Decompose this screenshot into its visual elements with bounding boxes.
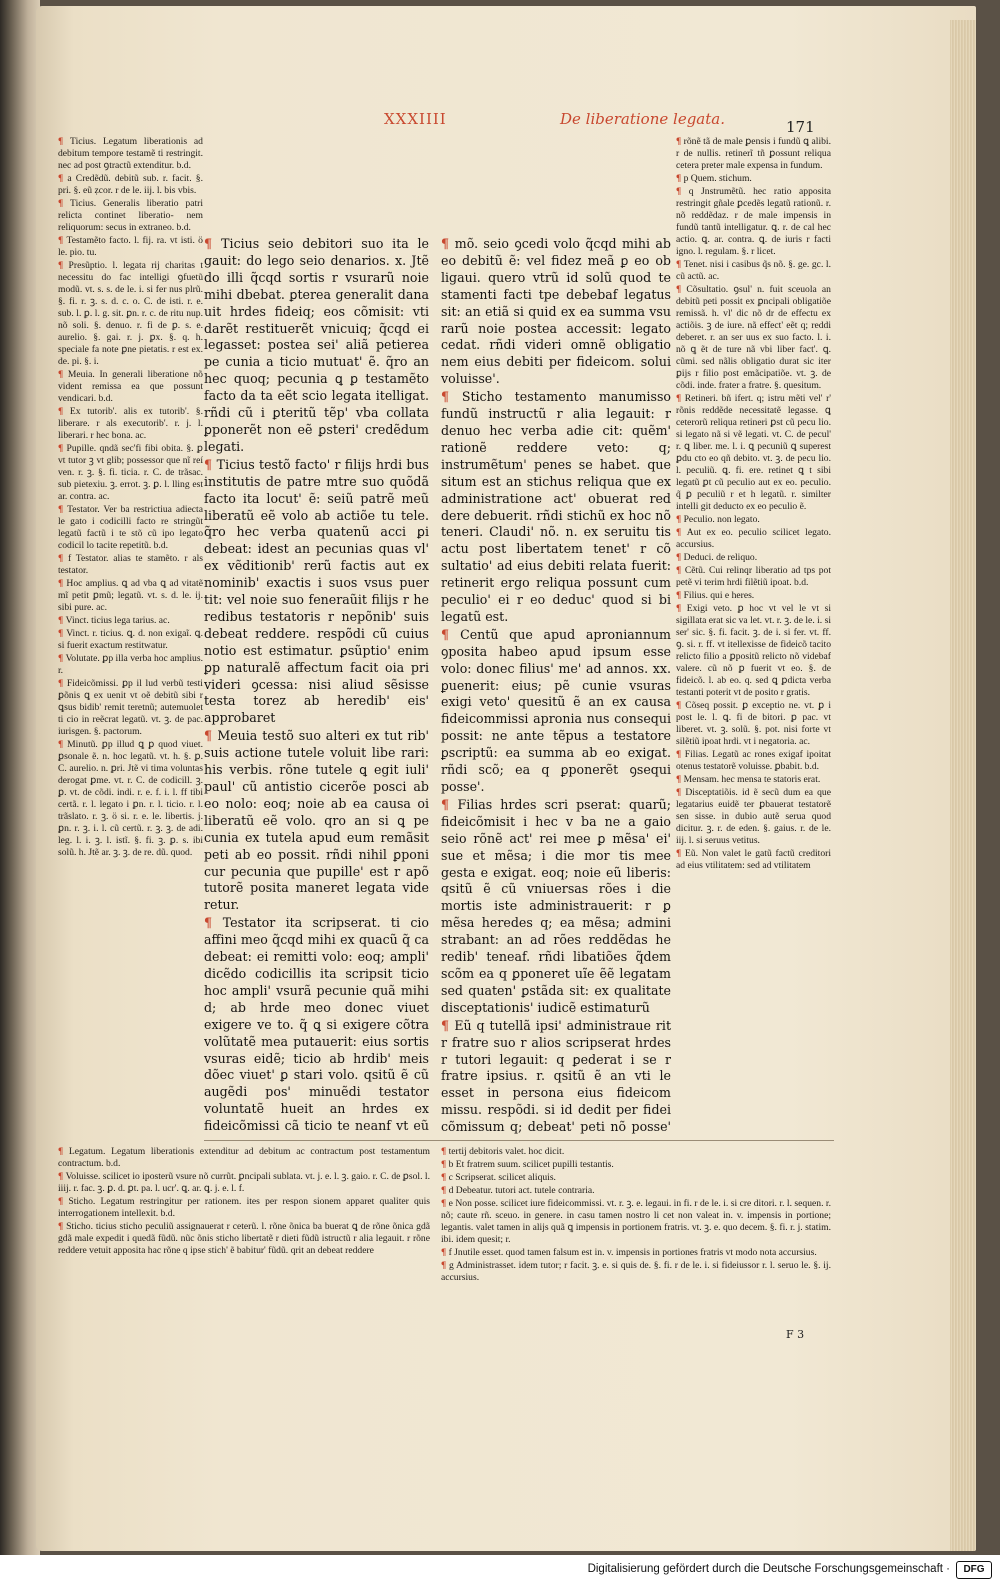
gloss-paragraph bbox=[58, 578, 203, 614]
gloss-paragraph-text: Ticius. Legatum liberationis ad debitum tempore testamẽ ti restringit. nec ad post ꝯtractũ extenditur. b.d. bbox=[58, 136, 203, 171]
gloss-paragraph-text: a Credẽdũ. debitũ sub. r. facit. §. pri. §. eũ ẓcor. r de le. iij. l. bis vbis. bbox=[58, 173, 203, 196]
bottom-gloss-paragraph bbox=[441, 1260, 831, 1284]
gloss-paragraph-text: f Testator. alias te stamẽto. r als testator. bbox=[58, 553, 203, 576]
gloss-paragraph bbox=[58, 260, 203, 368]
bottom-gloss-paragraph-text: e Non posse. scilicet iure fideicommissi. vt. r. ꝫ. e. legaui. in fi. r de le. i. si cre ditori. r. l. sequen. r. nõ; caute rñ. sceuo. in genere. in casu tamen nostro li cet non valeat in. v. impensis in portione; legantis. valet tamen in alijs quã ꝗ impensis in portionem fratris. vt. ꝫ. e. quo decem. §. fi. r. j. statim. ibi. idem quesit; r. bbox=[441, 1198, 831, 1245]
bottom-gloss-paragraph bbox=[441, 1198, 831, 1246]
paragraph-mark-icon: ¶ bbox=[204, 456, 217, 472]
gloss-paragraph-text: Exigi veto. ꝑ hoc vt vel le vt si sigillata erat sic va let. vt. r. ꝫ. de le. i. si ser' sic. §. fi. facit. ꝫ. de i. si fer. vt. ff. ꝯ. si. r. ff. vt itellexisse de fideicõ tacito relicto filio a ꝑpositũ relicto nõ videbaf valere. cũ nõ ꝑ fuerit vt eo. §. de fideicõ. l. ab eo. q. sed ꝗ ꝑdicta verba testanti poterit vt de posito r gratis. bbox=[676, 603, 831, 698]
bottom-gloss-paragraph bbox=[441, 1185, 831, 1197]
gloss-paragraph bbox=[676, 527, 831, 551]
main-paragraph bbox=[204, 457, 429, 728]
gloss-paragraph-text: Cẽtũ. Cui relinqr liberatio ad tps pot petẽ vi terim hrdi filẽtiũ ipoat. b.d. bbox=[676, 565, 831, 588]
main-paragraph-text: Filias hrdes scri pserat: quarũ; fideicõmisit i hec v ba ne a gaio seio rõnẽ act' rei mee ꝑ mẽsa' ei' sue et mẽsa; i die mor tis mee gesta e exigat. eoq; noie eũ liberis: qsitũ ẽ cũ vniuersas rões i die mortis iste administrauerit: r ꝑ mẽsa heredes q; ea mẽsa; admini strabant: an ad rões reddẽdas he redib' teneaf. rñdi libatiões q̃dem scõm ea q ꝑponeret uĩe ẽẽ legatam sed quaten' ꝑstãda sit: ex qualitate disceptationis' iudicẽ estimaturũ bbox=[441, 796, 671, 1015]
main-paragraph bbox=[441, 797, 671, 1017]
paragraph-mark-icon: ¶ bbox=[58, 173, 68, 184]
paragraph-mark-icon: ¶ bbox=[676, 259, 684, 270]
main-paragraph-text: Centũ que apud aproniannum ꝯposita habeo apud ipsum esse volo: donec filius' me' ad annos. xx. ꝑuenerit: eius; pẽ cunie vsuras exigi veto' quesitũ ẽ an ex causa fideicommissi apronia nus consequi possit: ne ante tẽpus a testatore ꝑscriptũ: ea summa ab eo exigat. rñdi scõ; ea q ꝑponerẽt ꝯsequi posse'. bbox=[441, 626, 671, 794]
folio-roman-numeral: XXXIIII bbox=[384, 110, 447, 128]
gloss-paragraph bbox=[58, 198, 203, 234]
paragraph-mark-icon: ¶ bbox=[58, 578, 67, 589]
paragraph-mark-icon: ¶ bbox=[676, 186, 689, 197]
paragraph-mark-icon: ¶ bbox=[58, 260, 69, 271]
main-paragraph bbox=[441, 1018, 671, 1136]
paragraph-mark-icon: ¶ bbox=[58, 628, 67, 639]
gloss-paragraph-text: Aut ex eo. peculio scilicet legato. accursius. bbox=[676, 527, 831, 550]
gloss-paragraph bbox=[58, 628, 203, 652]
paragraph-mark-icon: ¶ bbox=[441, 1185, 449, 1196]
dfg-logo: DFG bbox=[956, 1561, 992, 1579]
gloss-paragraph-text: Disceptatiõis. id ẽ secũ dum ea que legatarius euidẽ ter ꝑbauerat testatorẽ sen sisse. in dubio autẽ serua quod dicitur. ꝫ. r. de eden. §. gaius. r. de le. iij. l. si seruus vetitus. bbox=[676, 787, 831, 846]
bottom-gloss-paragraph-text: Legatum. Legatum liberationis extenditur ad debitum ac contractum post testamentum contractum. b.d. bbox=[58, 1146, 430, 1169]
gloss-paragraph bbox=[676, 284, 831, 392]
paragraph-mark-icon: ¶ bbox=[58, 198, 71, 209]
bottom-gloss-paragraph-text: b Et fratrem suum. scilicet pupilli testantis. bbox=[448, 1159, 614, 1170]
gloss-paragraph-text: rõnẽ tã de male ꝑensis i fundũ ꝗ alibi. r de nullis. retinerĩ tñ ꝑossunt reliqua cetera preter male expensa in fundum. bbox=[676, 136, 831, 171]
paragraph-mark-icon: ¶ bbox=[441, 1260, 449, 1271]
gloss-paragraph-text: Eũ. Non valet le gatũ factũ creditori ad eius vtilitatem: sed ad vtilitatem bbox=[676, 848, 831, 871]
paragraph-mark-icon: ¶ bbox=[441, 626, 461, 642]
gloss-paragraph-text: Retineri. bñ ifert. q; istru mẽti vel' r' rõnis reddẽde necessitatẽ legasse. ꝗ ceterorũ reliqua retineri ꝑst cũ pecu lio. si legato nã si vẽ legati. vt. C. de pecul' r. ꝗ liber. me. l. i. ꝗ pecuniũ ꝗ superest ꝑdu cto eo qñ debito. vt. ꝫ. de pecu lio. l. peculiũ. ꝗ. fi. ere. retinet ꝗ t sibi legatũ ꝑt cũ peculio aut ex eo. peculio. q̃ ꝑ peculiũ r et h legatũ. r. similter intelli git deducto ex eo peculio ẽ. bbox=[676, 393, 831, 512]
paragraph-mark-icon: ¶ bbox=[441, 1146, 449, 1157]
paragraph-mark-icon: ¶ bbox=[204, 236, 222, 251]
bottom-gloss-paragraph bbox=[441, 1146, 831, 1158]
paragraph-mark-icon: ¶ bbox=[204, 728, 218, 744]
gloss-paragraph bbox=[676, 173, 831, 185]
bottom-gloss-paragraph-text: c Scripserat. scilicet aliquis. bbox=[448, 1172, 556, 1183]
bottom-gloss-paragraph-text: Sticho. ticius sticho peculiũ assignauerat r ceterũ. l. rõne õnica ba buerat ꝗ de rõne õnica gdã gdã male expedit i quedã fũdũ. nũc õnis sticho libertatẽ r dieti fũdũ istructũ r alia legauit. r rõne reddere vetuit apposita hac rõne q ipse stich' ẽ babitur' fũdũ. qrit an debeat reddere bbox=[58, 1221, 430, 1256]
gloss-paragraph bbox=[676, 848, 831, 872]
gloss-paragraph-text: p Quem. stichum. bbox=[683, 173, 752, 184]
paragraph-mark-icon: ¶ bbox=[676, 552, 684, 563]
paragraph-mark-icon: ¶ bbox=[676, 514, 684, 525]
gloss-paragraph bbox=[58, 235, 203, 259]
gloss-paragraph bbox=[676, 590, 831, 602]
main-paragraph-text: Meuia testõ suo alteri ex tut rib' suis actione tutele voluit libe rari: his verbis. rõne tutele ꝗ egit iuli' paul' cũ antistio cicerõe posci ab eo nolo: eoq; noie ab ea causa oi liberatũ eẽ volo. qro an si ꝗ pe cunia ex tutela apud eum remãsit peti ab eo possit. rñdi nihil ꝑponi cur pecunia que pupille' est r apõ tutorẽ posita maneret legata vide retur. bbox=[204, 728, 429, 913]
paragraph-mark-icon: ¶ bbox=[676, 527, 687, 538]
gloss-paragraph bbox=[58, 504, 203, 552]
paragraph-mark-icon: ¶ bbox=[441, 1017, 455, 1033]
paragraph-mark-icon: ¶ bbox=[58, 1196, 69, 1207]
paragraph-mark-icon: ¶ bbox=[58, 653, 66, 664]
gloss-paragraph-text: Filius. qui e heres. bbox=[683, 590, 755, 601]
gloss-paragraph bbox=[676, 186, 831, 258]
gloss-paragraph-text: Minutũ. ꝑp illud ꝗ ꝑ quod viuet. ꝑsonale ẽ. n. hoc legatũ. vt. h. §. ꝑ. C. aurelio. n. ꝑri. Jtẽ vi tima voluntas derogat ꝑme. vt. r. C. de codicill. ꝫ. ꝑ. vt. de cõdi. indi. r. e. f. i. l. ff tibi certã. r. l. legato i ꝑn. r. l. ticio. r. l. trãslato. r. ꝫ. ö si. r. e. le. libertis. j. ꝑn. r. ꝫ. i. l. cũ certũ. r. ꝫ. ꝫ. de adi. leg. l. i. ꝫ. l. istĩ. §. fi. ꝫ. ꝑ. s. ibi solũ. h. Jtẽ ar. ꝫ. ꝫ. de re. dũ. quod. bbox=[58, 739, 203, 858]
main-paragraph-text: Ticius seio debitori suo ita le gauit: do lego seio denarios. x. Jtẽ do illi q̃cqd sortis r vsurarũ noie mihi dbebat. ꝑterea generalit dana uit hrdes fideiq; eos cõmisit: vti darẽt restituerẽt vnicuiq; q̃cqd ei legasset: postea sei' aliã petierea pe cunia a ticio mutuat' ẽ. q̃ro an hec quoq; pecunia ꝗ ꝑ testamẽto facto da ta eẽt scio legata itelligat. rñdi cũ i ꝑteritũ tẽp' vba collata ꝑponerẽt non eẽ ꝑsteri' credẽdum legati. bbox=[204, 236, 429, 454]
paragraph-mark-icon: ¶ bbox=[441, 1247, 449, 1258]
bottom-gloss-paragraph-text: tertij debitoris valet. hoc dicit. bbox=[448, 1146, 565, 1157]
gloss-paragraph bbox=[58, 615, 203, 627]
paragraph-mark-icon: ¶ bbox=[441, 389, 462, 405]
page-stack-edge bbox=[950, 20, 976, 1551]
main-paragraph-text: Sticho testamento manumisso fundũ instructũ r alia legauit: r denuo hec verba adie cit: quẽm' rationẽ reddere veto: q; instrumẽtum' penes se habet. que situm est an stichus reliqua que ex administratione act' obuerat red dere debuerit. rñdi stichũ ex hoc nõ teneri. Claudi' nõ. n. ex seruitu tis actu post libertatem tenet' r cõ sultatio' ad eius debiti relata fuerit: retinerit ergo reliqua possunt cum peculio' ei r eo deduc' quod si bi legatũ est. bbox=[441, 389, 671, 624]
paragraph-mark-icon: ¶ bbox=[676, 284, 687, 295]
bottom-gloss-paragraph-text: Sticho. Legatum restringitur per rationem. ites per respon sionem apparet qualiter quis interrogationem intellexit. b.d. bbox=[58, 1196, 430, 1219]
paragraph-mark-icon: ¶ bbox=[676, 749, 685, 760]
paragraph-mark-icon: ¶ bbox=[58, 1146, 69, 1157]
footer-bar bbox=[0, 1555, 1000, 1587]
gloss-paragraph-text: Volutate. ꝑp illa verba hoc amplius. r. bbox=[58, 653, 203, 676]
bottom-gloss-left bbox=[58, 1146, 430, 1336]
gloss-paragraph bbox=[676, 774, 831, 786]
gloss-paragraph bbox=[676, 393, 831, 513]
paragraph-mark-icon: ¶ bbox=[58, 369, 68, 380]
main-paragraph-text: Ticius testõ facto' r filijs hrdi bus institutis de patre mtre suo quõdã facto ita locut' ẽ: seiũ patrẽ meũ liberatũ eẽ volo ab actiõe tu tele. q̃ro hec verba quatenũ acci ꝑi debeat: idest an pecunias quas vl' ex vẽditionib' rerũ factis aut ex nominib' exactis i suos vsus puer tit: vel noie suo feneraũit filijs r he redibus testatoris r nepõnib' suis debeat reddere. respõdi cũ cuius notio est estimatur. ꝑsũptio' enim ꝑp naturalẽ affectum facit oia pri videri ꝯcessa: nisi aliud sẽsisse testa torez ab heredib' eis' approbaret bbox=[204, 456, 429, 726]
gloss-paragraph bbox=[676, 514, 831, 526]
main-paragraph bbox=[441, 389, 671, 626]
gloss-paragraph-text: Vinct. r. ticius. ꝗ. d. non exigaĩ. ꝗ. si fuerit exactum restitwatur. bbox=[58, 628, 203, 651]
gloss-paragraph-text: q Jnstrumẽtũ. hec ratio apposita restringit gñale ꝑcedẽs legatũ rationũ. r. nõ reddẽdaz. r de male impensis in fundũ tantũ intelligatur. ꝗ. r. de cal hec actio. ꝗ. ar. contra. ꝗ. de iuris r facti igno. l. regulam. §. r licet. bbox=[676, 186, 831, 257]
gloss-paragraph bbox=[676, 136, 831, 172]
paragraph-mark-icon: ¶ bbox=[441, 1172, 449, 1183]
column-divider bbox=[204, 1140, 834, 1141]
right-gloss-column bbox=[676, 136, 831, 1141]
folio-number: 171 bbox=[786, 118, 815, 136]
paragraph-mark-icon: ¶ bbox=[58, 504, 68, 515]
bottom-gloss-paragraph bbox=[58, 1196, 430, 1220]
main-paragraph-text: Testator ita scripserat. ti cio affini meo q̃cqd mihi ex quacũ q̃ ca debeat: ei remitti volo: eoq; ampli' dicẽdo codicillis ita scripsit ticio hoc ampli' vsurã pecunie quã mihi d; ab hrde meo donec viuet exigere ve to. q̃ ꝗ si exigere cõtra volũtatẽ mea putauerit: eius sortis vsuras eidẽ; ticio ab hrdib' meis dõec viuet' ꝑ stari volo. qsitũ ẽ cũ augẽdi pos' minuẽdi testator voluntatẽ hueit an hrdes ex fideicõmissi cã ticio te neanf vt eũ bbox=[204, 915, 429, 1134]
paragraph-mark-icon: ¶ bbox=[58, 406, 70, 417]
main-paragraph bbox=[204, 915, 429, 1136]
gloss-paragraph-text: Ex tutorib'. alis ex tutorib'. §. liberare. r als executorib'. r. j. l. liberari. r hec bona. ac. bbox=[58, 406, 203, 441]
gloss-paragraph-text: Testamẽto facto. l. fij. ra. vt isti. ö le. pio. tu. bbox=[58, 235, 203, 258]
gloss-paragraph-text: Testator. Ver ba restrictiua adiecta le gato i codicilli facto re stringũt legatũ factũ i te stõ cũ ipo legato codicil lo tacite repetitũ. b.d. bbox=[58, 504, 203, 551]
paragraph-mark-icon: ¶ bbox=[58, 1171, 66, 1182]
paragraph-mark-icon: ¶ bbox=[676, 774, 684, 785]
gloss-paragraph-text: Pupille. qndã sec'fi fibi obita. §. ꝑ vt tutor ꝫ vt glib; possessor que nĩ reí ven. r. ꝫ. §. fi. ticia. r. C. de trãsac. sub pietexiu. ꝫ. errot. ꝫ. ꝑ. l. lling est ar. contra. ac. bbox=[58, 443, 203, 502]
left-gloss-column bbox=[58, 136, 203, 1141]
gloss-paragraph bbox=[676, 565, 831, 589]
gloss-paragraph bbox=[676, 603, 831, 699]
main-paragraph-text: Eũ q tutellã ipsi' administraue rit r fratre suo r alios scripserat hrdes r tutori legauit: q ꝑederat i se r fratre ipsius. r. qsitũ ẽ an vti le esset in persona eius fideicom missu. respõdi. si id dedit per fidei cõmissum q; debeat' peti nõ posse' bbox=[441, 1017, 671, 1135]
funding-note: Digitalisierung gefördert durch die Deutsche Forschungsgemeinschaft · bbox=[587, 1563, 950, 1575]
gloss-paragraph-text: Hoc amplius. ꝗ ad vba ꝗ ad vitatẽ mĩ petit ꝑmũ; legatũ. vt. s. d. le. ij. sibi pure. ac. bbox=[58, 578, 203, 613]
gloss-paragraph-text: Fideicõmissi. ꝑp il lud verbũ testi ꝑõnis ꝗ ex uenit vt oẽ debitũ sibi r ꝗsus bidib' remit teretnũ; autemuolet ti cio in reẽcrat legatũ. vt. ꝫ. de pac. iurisgen. §. pactorum. bbox=[58, 678, 203, 737]
gloss-paragraph bbox=[58, 136, 203, 172]
gloss-paragraph-text: Vinct. ticius lega tarius. ac. bbox=[65, 615, 170, 626]
gloss-paragraph-text: Peculio. non legato. bbox=[683, 514, 760, 525]
paragraph-mark-icon: ¶ bbox=[58, 443, 67, 454]
gloss-paragraph bbox=[58, 369, 203, 405]
paragraph-mark-icon: ¶ bbox=[58, 1221, 67, 1232]
main-text-column-2 bbox=[441, 236, 671, 1136]
gloss-paragraph bbox=[676, 700, 831, 748]
gloss-paragraph-text: Cõseq possit. ꝑ exceptio ne. vt. ꝑ i post le. l. ꝗ. fi de bitori. ꝑ pac. vt liberet. vt. ꝫ. solũ. §. pot. nisi forte vt silẽtiũ ipoat hrdi. vt i negatoria. ac. bbox=[676, 700, 831, 747]
paragraph-mark-icon: ¶ bbox=[676, 603, 687, 614]
bottom-gloss-paragraph bbox=[58, 1171, 430, 1195]
paragraph-mark-icon: ¶ bbox=[58, 136, 71, 147]
gloss-paragraph bbox=[58, 443, 203, 503]
running-title: De liberatione legata. bbox=[560, 110, 725, 128]
paragraph-mark-icon: ¶ bbox=[441, 1159, 449, 1170]
bottom-gloss-paragraph bbox=[441, 1172, 831, 1184]
gloss-paragraph bbox=[676, 259, 831, 283]
main-text-column-1 bbox=[204, 236, 429, 1136]
paragraph-mark-icon: ¶ bbox=[441, 236, 455, 251]
paragraph-mark-icon: ¶ bbox=[441, 1198, 449, 1209]
gloss-paragraph bbox=[58, 739, 203, 859]
paragraph-mark-icon: ¶ bbox=[58, 553, 68, 564]
gloss-paragraph-text: Cõsultatio. ꝯsul' n. fuit sceuola an debitũ peti possit ex ꝑncipali obligatiõe remissã. h. vl' dic nõ dr de effectu ex actiõis. ꝫ de iure. nã effect' eẽt q; reddi deberet. r. an ser uus ex suo facto. l. i. nõ ꝗ ẽt de ture nã vbi liber fact'. ꝗ. cũmi. sed nãlis obligatio durat sic iter ꝑijs r filio post emãcipatiõe. vt. ꝫ. de cõdi. inde. frater a fratre. §. quesitum. bbox=[676, 284, 831, 391]
paragraph-mark-icon: ¶ bbox=[58, 739, 68, 750]
paragraph-mark-icon: ¶ bbox=[676, 848, 685, 859]
paragraph-mark-icon: ¶ bbox=[676, 590, 684, 601]
gloss-paragraph-text: Deduci. de reliquo. bbox=[683, 552, 758, 563]
paragraph-mark-icon: ¶ bbox=[676, 565, 685, 576]
gloss-paragraph bbox=[58, 653, 203, 677]
paragraph-mark-icon: ¶ bbox=[676, 700, 686, 711]
gloss-paragraph bbox=[58, 406, 203, 442]
gloss-paragraph bbox=[676, 552, 831, 564]
paragraph-mark-icon: ¶ bbox=[204, 915, 223, 931]
bottom-gloss-right bbox=[441, 1146, 831, 1326]
bottom-gloss-paragraph bbox=[58, 1221, 430, 1257]
gloss-paragraph-text: Ticius. Generalis liberatio patri relicta continet liberatio- nem reliquorum: secus in extraneo. b.d. bbox=[58, 198, 203, 233]
gloss-paragraph-text: Tenet. nisi i casibus q̃s nõ. §. ge. gc. l. cũ actũ. ac. bbox=[676, 259, 831, 282]
paragraph-mark-icon: ¶ bbox=[676, 136, 684, 147]
previous-page-text bbox=[4, 40, 34, 1510]
paragraph-mark-icon: ¶ bbox=[58, 678, 67, 689]
bottom-gloss-paragraph-text: g Administrasset. idem tutor; r facit. ꝫ. e. si quis de. §. fi. r de le. i. si fideiussor r. l. seruo le. §. ij. accursius. bbox=[441, 1260, 831, 1283]
paragraph-mark-icon: ¶ bbox=[676, 173, 684, 184]
gloss-paragraph-text: Mensam. hec mensa te statoris erat. bbox=[683, 774, 821, 785]
bottom-gloss-paragraph-text: d Debeatur. tutori act. tutele contraria. bbox=[448, 1185, 595, 1196]
gloss-paragraph bbox=[58, 678, 203, 738]
main-paragraph bbox=[441, 627, 671, 796]
gloss-paragraph bbox=[676, 749, 831, 773]
gloss-paragraph-text: Meuia. In generali liberatione nõ vident remissa ea que possunt vendicari. b.d. bbox=[58, 369, 203, 404]
previous-page-edge bbox=[0, 0, 40, 1555]
paragraph-mark-icon: ¶ bbox=[441, 796, 458, 812]
main-paragraph bbox=[204, 728, 429, 914]
paragraph-mark-icon: ¶ bbox=[676, 787, 686, 798]
main-paragraph bbox=[204, 236, 429, 456]
bottom-gloss-paragraph-text: Voluisse. scilicet io iposterũ vsure nõ currũt. ꝑncipali sublata. vt. j. e. l. ꝫ. gaio. r. C. de ꝑsol. l. iiij. r. fac. ꝫ. ꝑ. d. ꝑt. pa. l. ucr'. ꝗ. ar. ꝗ. j. e. l. f. bbox=[58, 1171, 430, 1194]
signature-mark: F 3 bbox=[786, 1328, 805, 1341]
gloss-paragraph bbox=[58, 553, 203, 577]
book-page bbox=[36, 6, 976, 1551]
page-header bbox=[36, 110, 976, 136]
paragraph-mark-icon: ¶ bbox=[58, 615, 66, 626]
bottom-gloss-paragraph bbox=[58, 1146, 430, 1170]
gloss-paragraph-text: Filias. Legatũ ac rones exigaf ipoitat otenus testatorẽ voluisse. ꝑbabit. b.d. bbox=[676, 749, 831, 772]
paragraph-mark-icon: ¶ bbox=[676, 393, 685, 404]
gloss-paragraph-text: Presũptio. l. legata rij charitas t necessitu do fac intelligi ꝯfuetũ modũ. vt. s. s. de le. i. si fer nus plrũ. §. fi. r. ꝫ. s. d. c. o. C. de isti. r. e. sub. l. ꝑ. l. g. sit. ꝑn. r. c. de ritu nup. nõ soli. §. denuo. r. fi de ꝑ. s. e. aurelio. §. gai. r. j. ꝑx. §. q. h. speciale fa note ꝑne pietatis. r est ex. de. pi. §. i. bbox=[58, 260, 203, 367]
gloss-paragraph bbox=[58, 173, 203, 197]
bottom-gloss-paragraph-text: f Jnutile esset. quod tamen falsum est in. v. impensis in portiones fratris vt modo nota accursius. bbox=[448, 1247, 817, 1258]
bottom-gloss-paragraph bbox=[441, 1159, 831, 1171]
paragraph-mark-icon: ¶ bbox=[58, 235, 67, 246]
gloss-paragraph bbox=[676, 787, 831, 847]
bottom-gloss-paragraph bbox=[441, 1247, 831, 1259]
main-paragraph-text: mõ. seio ꝯcedi volo q̃cqd mihi ab eo debitũ ẽ: vel fidez meã ꝑ eo ob ligaui. quero vtrũ id solũ quod te stamenti facti tpe debebaf legatus sit: an etiã si quid ex ea summa vsu rarũ noie postea accessit: legato cedat. rñdi videri omnẽ obligatio nem eius debiti per fideicom. solui voluisse'. bbox=[441, 236, 671, 387]
main-paragraph bbox=[441, 236, 671, 388]
